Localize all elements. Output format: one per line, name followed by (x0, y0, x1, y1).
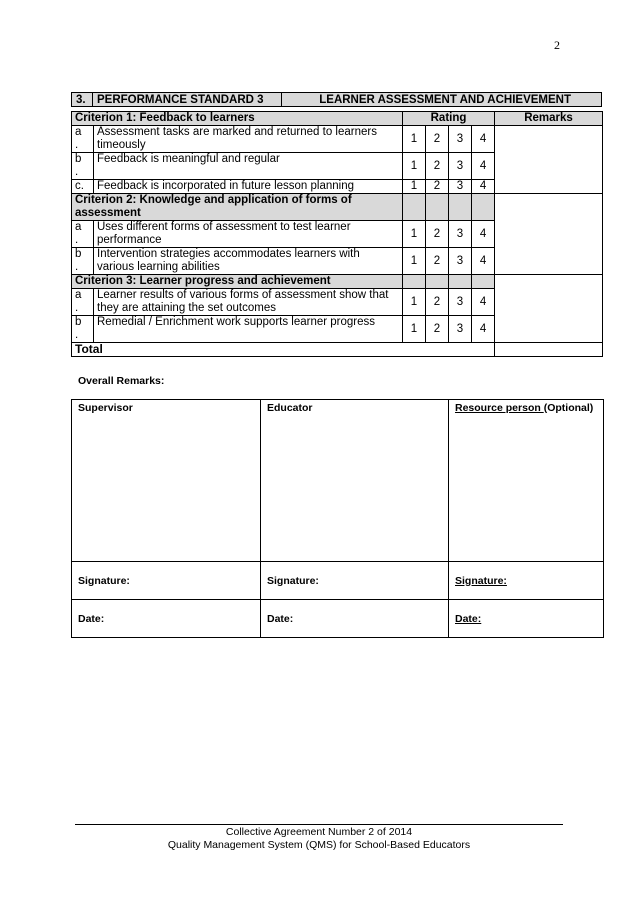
item-description: Feedback is meaningful and regular (94, 153, 403, 180)
rating-option[interactable]: 1 (403, 316, 426, 343)
criterion-item-row (72, 126, 603, 153)
rating-spacer (449, 275, 472, 289)
rating-spacer (449, 194, 472, 221)
educator-label: Educator (267, 402, 313, 414)
educator-remarks-box[interactable] (261, 400, 449, 562)
item-description: Feedback is incorporated in future lesson planning (94, 180, 403, 194)
criterion-header-row (72, 194, 603, 221)
rating-option[interactable]: 2 (426, 126, 449, 153)
date-label: Date: (78, 612, 105, 625)
rating-option[interactable]: 1 (403, 153, 426, 180)
criteria-table (71, 111, 603, 357)
rating-option[interactable]: 2 (426, 180, 449, 194)
standard-number: 3. (72, 93, 93, 107)
rating-option[interactable]: 3 (449, 248, 472, 275)
rating-option[interactable]: 3 (449, 153, 472, 180)
rating-option[interactable]: 4 (472, 221, 495, 248)
item-description: Learner results of various forms of assessment show that they are attaining the set outcomes (94, 289, 403, 316)
total-remarks-cell[interactable] (495, 343, 603, 357)
criterion-header-row (72, 275, 603, 289)
rating-option[interactable]: 2 (426, 316, 449, 343)
total-row (72, 343, 603, 357)
rating-option[interactable]: 3 (449, 316, 472, 343)
item-letter: a . (72, 221, 94, 248)
signature-label: Signature: (267, 574, 319, 587)
signature-label: Signature: (455, 574, 507, 587)
rating-option[interactable]: 3 (449, 221, 472, 248)
item-letter: c. (72, 180, 94, 194)
rating-spacer (403, 194, 426, 221)
rating-spacer (426, 194, 449, 221)
standard-label: PERFORMANCE STANDARD 3 (93, 93, 282, 107)
rating-option[interactable]: 4 (472, 316, 495, 343)
remarks-cell[interactable] (495, 126, 603, 194)
remarks-header: Remarks (495, 112, 603, 126)
resource-signature-field[interactable] (449, 562, 604, 600)
item-letter: b . (72, 316, 94, 343)
supervisor-date-field[interactable] (72, 600, 261, 638)
rating-option[interactable]: 2 (426, 248, 449, 275)
rating-option[interactable]: 1 (403, 248, 426, 275)
item-description: Uses different forms of assessment to test learner performance (94, 221, 403, 248)
supervisor-label: Supervisor (78, 402, 133, 414)
item-description: Remedial / Enrichment work supports learner progress (94, 316, 403, 343)
rating-option[interactable]: 4 (472, 180, 495, 194)
criterion-title: Criterion 2: Knowledge and application of forms of assessment (72, 194, 403, 221)
criterion-header-row (72, 112, 603, 126)
item-letter: a . (72, 126, 94, 153)
rating-option[interactable]: 4 (472, 289, 495, 316)
rating-option[interactable]: 4 (472, 153, 495, 180)
item-description: Intervention strategies accommodates learners with various learning abilities (94, 248, 403, 275)
rating-option[interactable]: 4 (472, 126, 495, 153)
footer-line-1: Collective Agreement Number 2 of 2014 (225, 826, 413, 838)
footer-line-2: Quality Management System (QMS) for School-Based Educators (167, 839, 471, 851)
remarks-cell[interactable] (495, 194, 603, 275)
rating-spacer (403, 275, 426, 289)
rating-header: Rating (403, 112, 495, 126)
rating-option[interactable]: 2 (426, 153, 449, 180)
standard-title: LEARNER ASSESSMENT AND ACHIEVEMENT (282, 93, 602, 107)
rating-option[interactable]: 4 (472, 248, 495, 275)
resource-date-field[interactable] (449, 600, 604, 638)
remarks-cell[interactable] (495, 275, 603, 343)
resource-person-label: Resource person (455, 402, 544, 414)
footer (75, 826, 563, 852)
supervisor-signature-field[interactable] (72, 562, 261, 600)
performance-standard-header (71, 92, 602, 107)
item-description: Assessment tasks are marked and returned to learners timeously (94, 126, 403, 153)
rating-option[interactable]: 3 (449, 289, 472, 316)
rating-option[interactable]: 2 (426, 289, 449, 316)
criterion-title: Criterion 3: Learner progress and achievement (72, 275, 403, 289)
page-number: 2 (554, 38, 560, 52)
rating-option[interactable]: 1 (403, 126, 426, 153)
rating-spacer (426, 275, 449, 289)
footer-divider (75, 824, 563, 825)
signature-label: Signature: (78, 574, 130, 587)
rating-spacer (472, 275, 495, 289)
date-label: Date: (455, 612, 482, 625)
educator-signature-field[interactable] (261, 562, 449, 600)
item-letter: b . (72, 248, 94, 275)
resource-person-remarks-box[interactable] (449, 400, 604, 562)
rating-option[interactable]: 1 (403, 180, 426, 194)
criterion-title: Criterion 1: Feedback to learners (72, 112, 403, 126)
rating-option[interactable]: 2 (426, 221, 449, 248)
signature-table (71, 399, 604, 638)
item-letter: b . (72, 153, 94, 180)
rating-option[interactable]: 3 (449, 126, 472, 153)
date-label: Date: (267, 612, 294, 625)
rating-option[interactable]: 1 (403, 289, 426, 316)
rating-spacer (472, 194, 495, 221)
rating-option[interactable]: 1 (403, 221, 426, 248)
educator-date-field[interactable] (261, 600, 449, 638)
total-label: Total (72, 343, 495, 357)
optional-label: (Optional) (543, 402, 594, 414)
overall-remarks-label: Overall Remarks: (78, 375, 165, 387)
supervisor-remarks-box[interactable] (72, 400, 261, 562)
item-letter: a . (72, 289, 94, 316)
rating-option[interactable]: 3 (449, 180, 472, 194)
